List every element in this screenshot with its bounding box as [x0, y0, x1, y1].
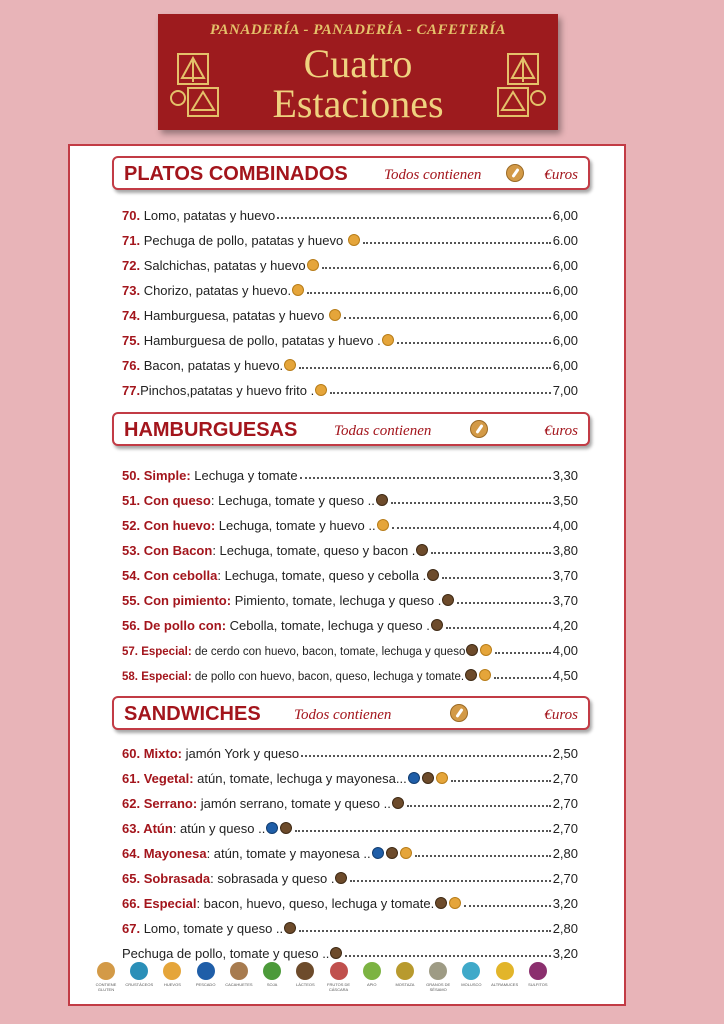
dot-leader: [345, 954, 550, 957]
section-title: HAMBURGUESAS: [124, 419, 298, 441]
item-price: 4,00: [552, 643, 578, 658]
egg-allergen-icon: [329, 309, 341, 321]
egg-allergen-icon: [400, 847, 412, 859]
section-header-platos: [112, 156, 590, 190]
allergen-icon: [396, 962, 414, 980]
item-price: 2,70: [552, 871, 578, 886]
menu-item: [122, 836, 578, 861]
header-title-line2: Estaciones: [272, 81, 444, 126]
allergen-icon: [363, 962, 381, 980]
item-price: 2,80: [552, 921, 578, 936]
item-text: : Lechuga, tomate, queso y bacon .: [212, 543, 416, 558]
platos-list: [122, 198, 578, 398]
gluten-icon: [470, 420, 488, 438]
section-header-sandwiches: [112, 696, 590, 730]
menu-item: [122, 911, 578, 936]
item-name: Serrano:: [140, 796, 198, 811]
allergen-icon: [197, 962, 215, 980]
legend-item: [192, 962, 220, 1006]
egg-allergen-icon: [449, 897, 461, 909]
item-price: 6.00: [552, 233, 578, 248]
item-number: 74.: [122, 308, 141, 323]
dot-leader: [301, 754, 551, 757]
item-description: [122, 896, 462, 911]
item-price: 4,00: [552, 518, 578, 533]
egg-allergen-icon: [480, 644, 492, 656]
item-name: Con Bacon: [140, 543, 213, 558]
item-name: Con huevo:: [140, 518, 216, 533]
allergen-icon: [230, 962, 248, 980]
menu-item: [122, 761, 578, 786]
menu-item: [122, 583, 578, 608]
item-text: Bacon, patatas y huevo.: [140, 358, 284, 373]
item-price: 3,70: [552, 593, 578, 608]
menu-item: [122, 936, 578, 961]
dot-leader: [277, 216, 550, 219]
item-description: [122, 208, 275, 223]
gluten-icon: [506, 164, 524, 182]
dot-leader: [494, 676, 551, 679]
item-description: [122, 258, 320, 273]
menu-item: [122, 198, 578, 223]
milk-allergen-icon: [465, 669, 477, 681]
item-number: 63.: [122, 821, 141, 836]
legend-item: [158, 962, 186, 1006]
egg-allergen-icon: [348, 234, 360, 246]
item-text: : Lechuga, tomate y queso ..: [210, 493, 375, 508]
item-description: [122, 358, 297, 373]
milk-allergen-icon: [330, 947, 342, 959]
menu-item: [122, 483, 578, 508]
milk-allergen-icon: [284, 922, 296, 934]
item-price: 3,30: [552, 468, 578, 483]
egg-allergen-icon: [377, 519, 389, 531]
fish-allergen-icon: [372, 847, 384, 859]
allergen-icon: [130, 962, 148, 980]
menu-item: [122, 348, 578, 373]
dot-leader: [344, 316, 551, 319]
milk-allergen-icon: [392, 797, 404, 809]
egg-allergen-icon: [292, 284, 304, 296]
item-text: jamón York y queso: [181, 746, 300, 761]
legend-label: CRUSTÁCEOS: [125, 982, 154, 987]
legend-label: HUEVOS: [163, 982, 181, 987]
menu-item: [122, 886, 578, 911]
legend-item: [424, 962, 452, 1006]
item-number: 76.: [122, 358, 141, 373]
milk-allergen-icon: [422, 772, 434, 784]
menu-item: [122, 248, 578, 273]
item-number: 55.: [122, 593, 141, 608]
item-price: 2,70: [552, 771, 578, 786]
item-description: [122, 821, 293, 836]
allergen-icon: [163, 962, 181, 980]
dot-leader: [495, 651, 550, 654]
item-text: Hamburguesa, patatas y huevo: [140, 308, 328, 323]
item-number: 64.: [122, 846, 141, 861]
milk-allergen-icon: [431, 619, 443, 631]
menu-item: [122, 273, 578, 298]
milk-allergen-icon: [427, 569, 439, 581]
menu-item: [122, 633, 578, 658]
section-header-hamburguesas: [112, 412, 590, 446]
header-subtitle: PANADERÍA - PANADERÍA - CAFETERÍA: [209, 22, 507, 38]
dot-leader: [457, 601, 550, 604]
section-note: Todas contienen: [334, 423, 432, 439]
item-number: 60.: [122, 746, 141, 761]
item-price: 6,00: [552, 308, 578, 323]
item-text: de pollo con huevo, bacon, queso, lechuga y tomate.: [191, 671, 465, 683]
item-price: 3,70: [552, 568, 578, 583]
item-price: 4,20: [552, 618, 578, 633]
item-price: 6,00: [552, 258, 578, 273]
fish-allergen-icon: [266, 822, 278, 834]
item-text: Lechuga y tomate: [190, 468, 298, 483]
item-name: Especial:: [138, 646, 192, 658]
dot-leader: [442, 576, 550, 579]
allergen-icon: [429, 962, 447, 980]
item-text: : atún, tomate y mayonesa ..: [206, 846, 371, 861]
item-text: Cebolla, tomate, lechuga y queso .: [226, 618, 430, 633]
item-number: 53.: [122, 543, 141, 558]
menu-item: [122, 298, 578, 323]
allergen-icon: [529, 962, 547, 980]
legend-label: CACAHUETES: [225, 982, 253, 987]
item-description: [122, 644, 493, 658]
section-currency: €uros: [544, 167, 578, 183]
item-description: [122, 518, 390, 533]
item-number: 71.: [122, 233, 141, 248]
egg-allergen-icon: [307, 259, 319, 271]
milk-allergen-icon: [376, 494, 388, 506]
section-title: SANDWICHES: [124, 703, 261, 725]
item-name: Con cebolla: [140, 568, 218, 583]
gluten-icon: [450, 704, 468, 722]
restaurant-header: [158, 14, 558, 130]
item-description: [122, 233, 361, 248]
menu-item: [122, 786, 578, 811]
item-number: 66.: [122, 896, 141, 911]
dot-leader: [299, 366, 551, 369]
dot-leader: [307, 291, 551, 294]
allergen-icon: [97, 962, 115, 980]
item-description: [122, 383, 328, 398]
allergen-icon: [263, 962, 281, 980]
item-price: 2,80: [552, 846, 578, 861]
legend-item: [391, 962, 419, 1006]
header-title-line1: Cuatro: [303, 41, 413, 86]
item-number: 70.: [122, 208, 141, 223]
legend-label: MOLUSCO: [461, 982, 482, 987]
milk-allergen-icon: [335, 872, 347, 884]
item-number: 77.: [122, 383, 141, 398]
menu-card: [68, 144, 626, 1006]
item-description: [122, 746, 299, 761]
allergen-icon: [496, 962, 514, 980]
legend-item: [457, 962, 485, 1006]
legend-label: FRUTOS DE CÁSCARA: [327, 982, 351, 992]
dot-leader: [397, 341, 551, 344]
item-price: 6,00: [552, 358, 578, 373]
dot-leader: [391, 501, 551, 504]
item-text: atún, tomate, lechuga y mayonesa...: [193, 771, 407, 786]
dot-leader: [431, 551, 550, 554]
menu-item: [122, 658, 578, 683]
item-price: 6,00: [552, 333, 578, 348]
item-number: 54.: [122, 568, 141, 583]
item-text: Pechuga de pollo, tomate y queso ..: [122, 946, 330, 961]
dot-leader: [451, 779, 551, 782]
item-number: 52.: [122, 518, 141, 533]
legend-item: [358, 962, 386, 1006]
item-number: 62.: [122, 796, 141, 811]
legend-item: [325, 962, 353, 1006]
item-price: 6,00: [552, 208, 578, 223]
hamburguesas-list: [122, 458, 578, 683]
legend-label: GRANOS DE SÉSAMO: [426, 982, 451, 992]
item-text: Pinchos,patatas y huevo frito .: [140, 383, 315, 398]
item-price: 2,70: [552, 796, 578, 811]
item-number: 57.: [122, 646, 138, 658]
legend-item: [491, 962, 519, 1006]
item-text: Chorizo, patatas y huevo.: [140, 283, 292, 298]
menu-item: [122, 458, 578, 483]
item-text: jamón serrano, tomate y queso ..: [197, 796, 391, 811]
item-description: [122, 946, 343, 961]
item-number: 73.: [122, 283, 141, 298]
item-text: de cerdo con huevo, bacon, tomate, lechuga y queso: [191, 646, 466, 658]
item-text: Lomo, patatas y huevo: [140, 208, 276, 223]
dot-leader: [392, 526, 551, 529]
legend-item: [291, 962, 319, 1006]
fish-allergen-icon: [408, 772, 420, 784]
legend-label: PESCADO: [195, 982, 216, 987]
milk-allergen-icon: [442, 594, 454, 606]
item-description: [122, 543, 429, 558]
item-name: Especial:: [138, 671, 192, 683]
sandwiches-list: [122, 736, 578, 961]
item-price: 3,20: [552, 896, 578, 911]
item-description: [122, 308, 342, 323]
item-text: Lechuga, tomate y huevo ..: [215, 518, 376, 533]
menu-item: [122, 508, 578, 533]
item-name: Mixto:: [140, 746, 182, 761]
legend-label: ALTRAMUCES: [491, 982, 519, 987]
item-text: Lomo, tomate y queso ..: [140, 921, 284, 936]
item-name: Vegetal:: [140, 771, 194, 786]
milk-allergen-icon: [416, 544, 428, 556]
menu-item: [122, 608, 578, 633]
item-description: [122, 593, 455, 608]
dot-leader: [330, 391, 550, 394]
item-name: Con pimiento:: [140, 593, 232, 608]
dot-leader: [350, 879, 550, 882]
legend-label: CONTIENE GLUTEN: [95, 982, 117, 992]
legend-label: MOSTAZA: [395, 982, 415, 987]
dot-leader: [322, 266, 551, 269]
item-text: : atún y queso ..: [172, 821, 266, 836]
menu-item: [122, 558, 578, 583]
item-name: Simple:: [140, 468, 191, 483]
item-name: Especial: [140, 896, 197, 911]
item-number: 58.: [122, 671, 138, 683]
egg-allergen-icon: [382, 334, 394, 346]
dot-leader: [446, 626, 551, 629]
item-price: 2,50: [552, 746, 578, 761]
item-text: Hamburguesa de pollo, patatas y huevo .: [140, 333, 381, 348]
milk-allergen-icon: [386, 847, 398, 859]
legend-label: APIO: [366, 982, 377, 987]
dot-leader: [299, 929, 551, 932]
section-note: Todos contienen: [384, 167, 482, 183]
item-name: Sobrasada: [140, 871, 211, 886]
legend-label: LÁCTEOS: [295, 982, 315, 987]
section-title: PLATOS COMBINADOS: [124, 163, 348, 185]
milk-allergen-icon: [280, 822, 292, 834]
item-number: 50.: [122, 468, 141, 483]
dot-leader: [300, 476, 551, 479]
item-price: 6,00: [552, 283, 578, 298]
item-description: [122, 669, 492, 683]
section-currency: €uros: [544, 423, 578, 439]
item-number: 67.: [122, 921, 141, 936]
item-number: 65.: [122, 871, 141, 886]
dot-leader: [415, 854, 551, 857]
legend-item: [125, 962, 153, 1006]
item-text: Salchichas, patatas y huevo: [140, 258, 306, 273]
legend-label: SOJA: [266, 982, 278, 987]
dot-leader: [295, 829, 550, 832]
item-price: 4,50: [552, 668, 578, 683]
menu-item: [122, 533, 578, 558]
item-price: 3,80: [552, 543, 578, 558]
allergen-legend: [92, 962, 552, 1006]
milk-allergen-icon: [466, 644, 478, 656]
legend-item: [258, 962, 286, 1006]
menu-item: [122, 223, 578, 248]
item-text: : sobrasada y queso .: [210, 871, 335, 886]
item-description: [122, 771, 449, 786]
item-description: [122, 493, 389, 508]
allergen-icon: [462, 962, 480, 980]
item-name: De pollo con:: [140, 618, 227, 633]
legend-item: [225, 962, 253, 1006]
menu-item: [122, 861, 578, 886]
legend-item: [92, 962, 120, 1006]
dot-leader: [407, 804, 551, 807]
egg-allergen-icon: [284, 359, 296, 371]
menu-item: [122, 373, 578, 398]
item-price: 2,70: [552, 821, 578, 836]
item-description: [122, 846, 413, 861]
item-number: 61.: [122, 771, 141, 786]
menu-item: [122, 323, 578, 348]
item-description: [122, 568, 440, 583]
dot-leader: [363, 241, 551, 244]
item-text: Pimiento, tomate, lechuga y queso .: [231, 593, 442, 608]
item-price: 3,20: [552, 946, 578, 961]
menu-item: [122, 811, 578, 836]
item-description: [122, 283, 305, 298]
item-text: Pechuga de pollo, patatas y huevo: [140, 233, 347, 248]
item-number: 75.: [122, 333, 141, 348]
item-description: [122, 871, 348, 886]
item-description: [122, 333, 395, 348]
item-text: : Lechuga, tomate, queso y cebolla .: [217, 568, 427, 583]
item-number: 51.: [122, 493, 141, 508]
item-description: [122, 921, 297, 936]
item-description: [122, 468, 298, 483]
egg-allergen-icon: [315, 384, 327, 396]
legend-item: [524, 962, 552, 1006]
item-price: 3,50: [552, 493, 578, 508]
egg-allergen-icon: [436, 772, 448, 784]
section-note: Todos contienen: [294, 707, 392, 723]
section-currency: €uros: [544, 707, 578, 723]
item-name: Con queso: [140, 493, 211, 508]
item-number: 56.: [122, 618, 141, 633]
item-description: [122, 618, 444, 633]
egg-allergen-icon: [479, 669, 491, 681]
item-name: Atún: [140, 821, 173, 836]
allergen-icon: [296, 962, 314, 980]
legend-label: SULFITOS: [528, 982, 548, 987]
allergen-icon: [330, 962, 348, 980]
milk-allergen-icon: [435, 897, 447, 909]
item-name: Mayonesa: [140, 846, 207, 861]
item-price: 7,00: [552, 383, 578, 398]
item-number: 72.: [122, 258, 141, 273]
item-text: : bacon, huevo, queso, lechuga y tomate.: [196, 896, 435, 911]
dot-leader: [464, 904, 550, 907]
menu-item: [122, 736, 578, 761]
item-description: [122, 796, 405, 811]
